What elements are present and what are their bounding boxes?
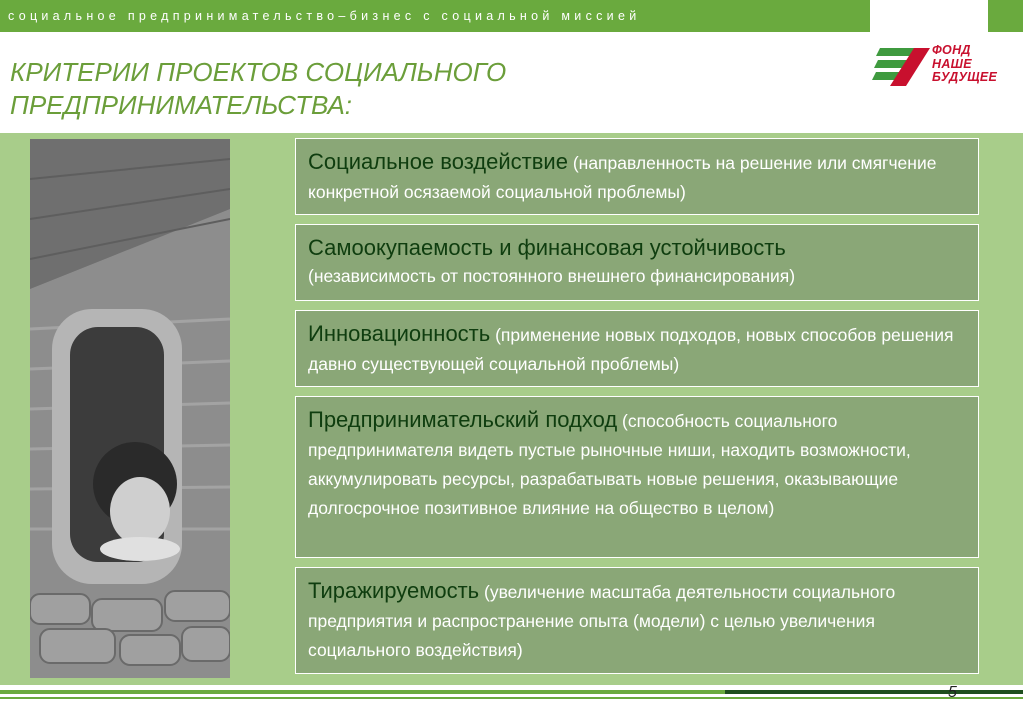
criterion-title: Инновационность (308, 321, 491, 346)
header-tagline: социальное предпринимательство–бизнес с социальной миссией (8, 9, 641, 23)
criterion-card-self-sufficiency (295, 224, 979, 301)
logo-line-1: ФОНД (932, 43, 971, 57)
fund-logo (872, 44, 997, 89)
child-window-photo (30, 139, 230, 678)
title-line-1: КРИТЕРИИ ПРОЕКТОВ СОЦИАЛЬНОГО (10, 57, 507, 87)
criterion-title: Предпринимательский подход (308, 407, 618, 432)
logo-line-2: НАШЕ (932, 56, 972, 71)
footer-line-dark (725, 690, 1023, 694)
page-number: 5 (948, 684, 957, 701)
criterion-description: (независимость от постоянного внешнего финансирования) (308, 266, 796, 286)
logo-mark-icon (872, 44, 932, 86)
criterion-card-entrepreneurial-approach (295, 396, 979, 558)
header-gap (870, 0, 988, 32)
criterion-title: Тиражируемость (308, 578, 480, 603)
criterion-title: Самоокупаемость и финансовая устойчивость (308, 235, 786, 260)
logo-line-3: БУДУЩЕЕ (932, 70, 998, 84)
header-accent-block (988, 0, 1023, 32)
page-title (10, 56, 570, 122)
criterion-description: (способность социального предпринимателя видеть пустые рыночные ниши, находить возможности, аккумулировать ресурсы, разрабатывать новые решения, оказывающие долгосрочное позитивное влияние на общество в целом) (308, 411, 911, 518)
header-bar (0, 0, 870, 32)
criterion-description: (направленность на решение или смягчение конкретной осязаемой социальной проблемы) (308, 153, 937, 202)
logo-text (932, 44, 997, 85)
footer-line-thin (0, 697, 1023, 699)
criterion-description: (применение новых подходов, новых способов решения давно существующей социальной проблемы) (308, 325, 954, 374)
footer-line (0, 690, 725, 694)
criterion-title: Социальное воздействие (308, 149, 568, 174)
criterion-card-social-impact (295, 138, 979, 215)
criterion-card-scalability (295, 567, 979, 674)
criterion-card-innovation (295, 310, 979, 387)
criterion-description: (увеличение масштаба деятельности социального предприятия и распространение опыта (модели) с целью увеличения социального воздействия) (308, 582, 896, 660)
title-line-2: ПРЕДПРИНИМАТЕЛЬСТВА: (10, 90, 353, 120)
